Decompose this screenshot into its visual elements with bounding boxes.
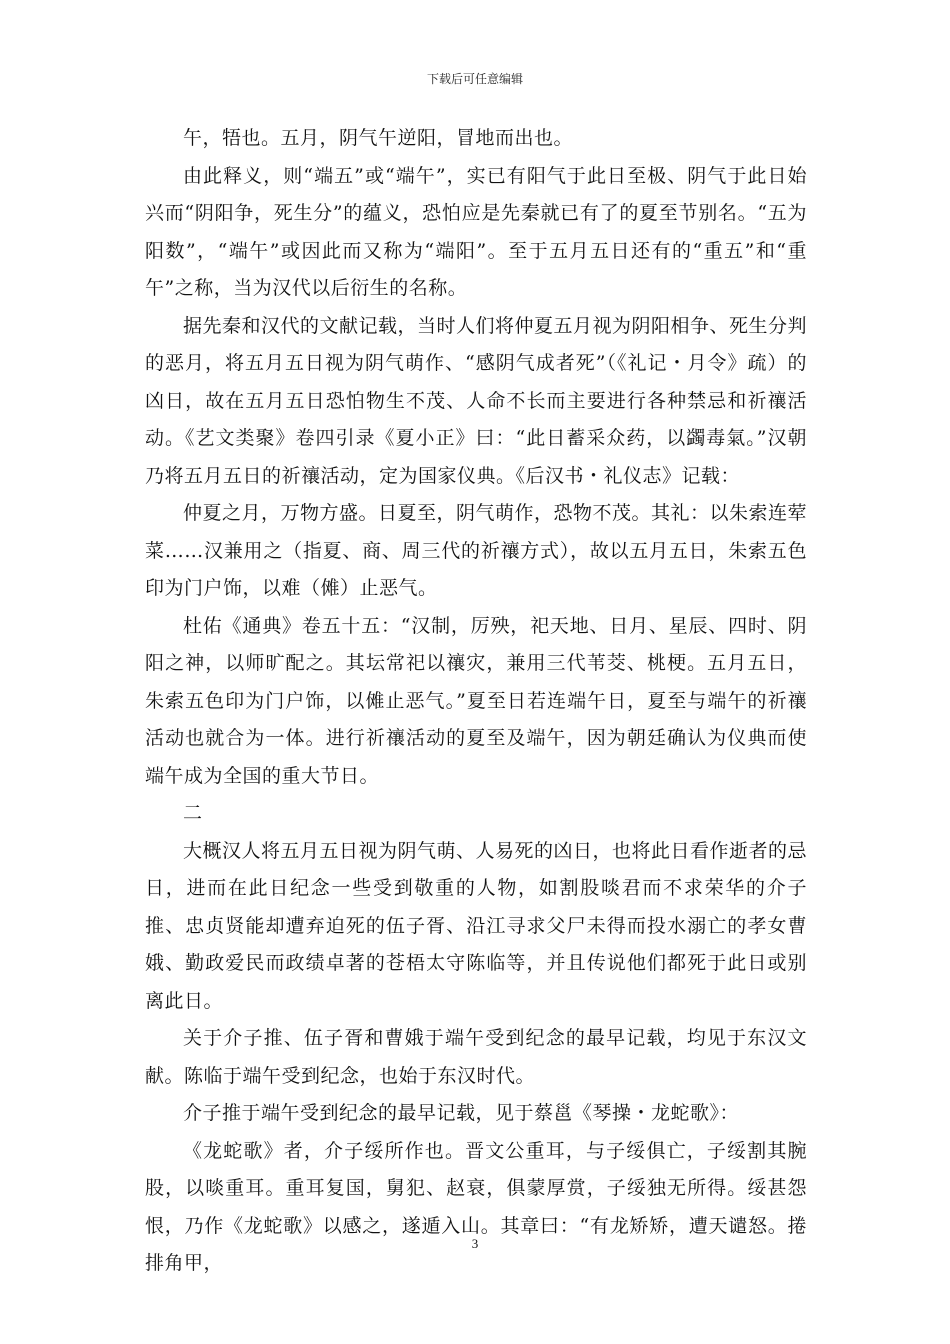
paragraph-1: 午，牾也。五月，阴气午逆阳，冒地而出也。 [183, 127, 574, 149]
paragraph-7: 关于介子推、伍子胥和曹娥于端午受到纪念的最早记载，均见于东汉文献。陈临于端午受到纪念，也始于东汉时代。 [145, 1027, 807, 1087]
paragraph-8: 介子推于端午受到纪念的最早记载，见于蔡邕《琴操・龙蛇歌》： [183, 1102, 740, 1124]
paragraph-5: 杜佑《通典》卷五十五：“汉制，厉殃，祀天地、日月、星辰、四时、阴阳之神，以师旷配之。其坛常祀以禳灾，兼用三代苇茭、桃梗。五月五日，朱索五色印为门户饰，以傩止恶气。”夏至日若连端午日，夏至与端午的祈禳活动也就合为一体。进行祈禳活动的夏至及端午，因为朝廷确认为仪典而使端午成为全国的重大节日。 [145, 614, 807, 787]
paragraph-2: 由此释义，则“端五”或“端午”，实已有阳气于此日至极、阴气于此日始兴而“阴阳争，死生分”的蕴义，恐怕应是先秦就已有了的夏至节别名。“五为阳数”，“端午”或因此而又称为“端阳”。至于五月五日还有的“重五”和“重午”之称，当为汉代以后衍生的名称。 [145, 164, 807, 299]
paragraph-3: 据先秦和汉代的文献记载，当时人们将仲夏五月视为阴阳相争、死生分判的恶月，将五月五日视为阴气萌作、“感阴气成者死”（《礼记・月令》疏）的凶日，故在五月五日恐怕物生不茂、人命不长而主要进行各种禁忌和祈禳活动。《艺文类聚》卷四引录《夏小正》曰：“此日蓄采众药，以蠲毒氣。”汉朝乃将五月五日的祈禳活动，定为国家仪典。《后汉书・礼仪志》记载： [145, 314, 808, 487]
paragraph-9-quote: 《龙蛇歌》者，介子绥所作也。晋文公重耳，与子绥俱亡，子绥割其腕股，以啖重耳。重耳复国，舅犯、赵衰，俱蒙厚赏，子绥独无所得。绥甚怨恨，乃作《龙蛇歌》以感之，遂遁入山。其章曰：“有龙矫矫，遭天谴怒。捲排角甲， [145, 1139, 807, 1274]
document-body [145, 120, 807, 1283]
page-number: 3 [471, 1236, 479, 1251]
page-header: 下载后可任意编辑 [426, 72, 523, 86]
paragraph-6: 大概汉人将五月五日视为阴气萌、人易死的凶日，也将此日看作逝者的忌日，进而在此日纪念一些受到敬重的人物，如割股啖君而不求荣华的介子推、忠贞贤能却遭弃迫死的伍子胥、沿江寻求父尸未得而投水溺亡的孝女曹娥、勤政爱民而政绩卓著的苍梧太守陈临等，并且传说他们都死于此日或别离此日。 [145, 839, 808, 1012]
paragraph-4-quote: 仲夏之月，万物方盛。日夏至，阴气萌作，恐物不茂。其礼：以朱索连荤菜……汉兼用之（指夏、商、周三代的祈禳方式），故以五月五日，朱索五色印为门户饰，以难（傩）止恶气。 [145, 502, 808, 599]
section-heading-2: 二 [183, 802, 203, 824]
